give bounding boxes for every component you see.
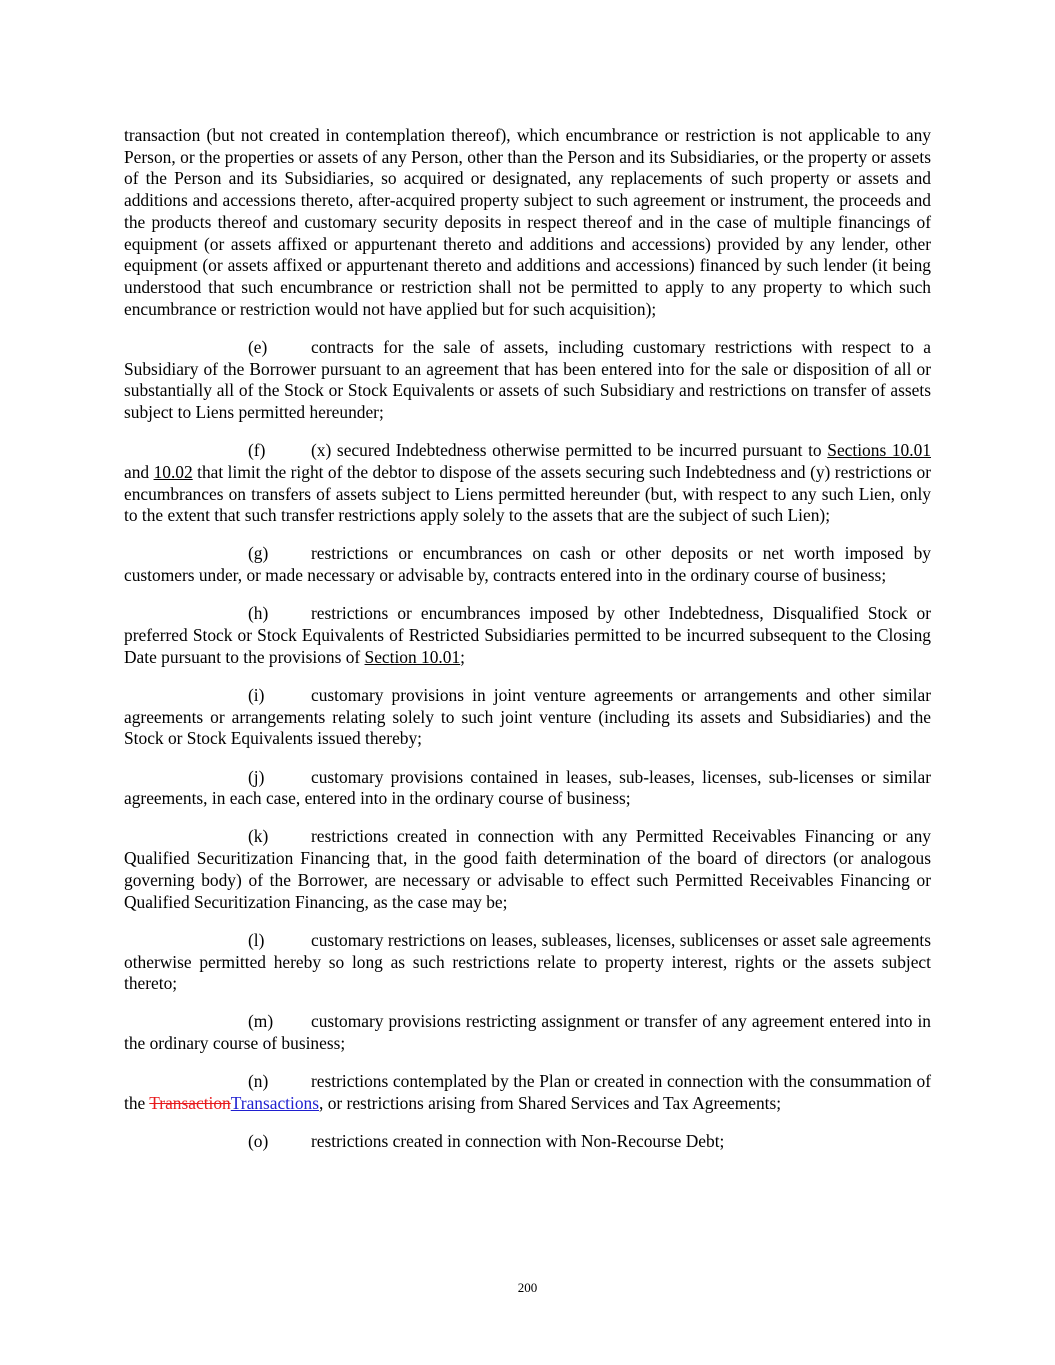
clause-l xyxy=(124,930,931,995)
clause-text: ; xyxy=(460,646,466,667)
clause-label: (k) xyxy=(248,826,269,847)
clause-text: restrictions or encumbrances on cash or other deposits or net worth imposed by customers under, or made necessary or advisable by, contracts entered into in the ordinary course of business; xyxy=(124,543,931,586)
clause-text: customary provisions contained in leases, sub-leases, licenses, sub-licenses or similar agreements, in each case, entered into in the ordinary course of business; xyxy=(124,766,931,809)
clause-m xyxy=(124,1011,931,1054)
clause-text: , or restrictions arising from Shared Services and Tax Agreements; xyxy=(319,1093,782,1114)
clause-k xyxy=(124,826,931,913)
section-reference-link[interactable]: Section 10.01 xyxy=(364,646,461,667)
clause-label: (o) xyxy=(248,1131,269,1152)
clause-text: restrictions contemplated by the Plan or created in connection with the consummation of the xyxy=(124,1071,931,1114)
clause-label: (j) xyxy=(248,766,265,787)
clause-text: (x) secured Indebtedness otherwise permitted to be incurred pursuant to xyxy=(311,440,828,461)
clause-h xyxy=(124,603,931,668)
clause-label: (n) xyxy=(248,1071,269,1092)
clause-label: (h) xyxy=(248,603,269,624)
clause-label: (m) xyxy=(248,1011,274,1032)
clause-g xyxy=(124,543,931,586)
clause-text: contracts for the sale of assets, including customary restrictions with respect to a Subsidiary of the Borrower pursuant to an agreement that has been entered into for the sale or disposition of all or substantially all of the Stock or Stock Equivalents or assets of such Subsidiary and restrictions on transfer of assets subject to Liens permitted hereunder; xyxy=(124,336,931,422)
clause-label: (i) xyxy=(248,684,265,705)
document-body xyxy=(124,125,931,1169)
clause-text: restrictions created in connection with Non-Recourse Debt; xyxy=(311,1131,725,1152)
clause-text: customary provisions in joint venture agreements or arrangements and other similar agreements or arrangements relating solely to such joint venture (including its assets and Subsidiaries) and the Stock or Stock Equivalents issued thereby; xyxy=(124,684,931,749)
clause-text: and xyxy=(124,461,154,482)
clause-n xyxy=(124,1071,931,1114)
clause-text: that limit the right of the debtor to dispose of the assets securing such Indebtedness and (y) restrictions or encumbrances on transfers of assets subject to Liens permitted hereunder (but, with respect to any such Lien, only to the extent that such transfer restrictions apply solely to the assets that are the subject of such Lien); xyxy=(124,461,931,526)
clause-text: restrictions created in connection with any Permitted Receivables Financing or any Qualified Securitization Financing that, in the good faith determination of the board of directors (or analogous governing body) of the Borrower, are necessary or advisable to effect such Permitted Receivables Financing or Qualified Securitization Financing, as the case may be; xyxy=(124,826,931,912)
clause-text: customary restrictions on leases, subleases, licenses, sublicenses or asset sale agreements otherwise permitted hereby so long as such restrictions relate to property interest, rights or the assets subject thereto; xyxy=(124,929,931,994)
paragraph-d-continuation: transaction (but not created in contemplation thereof), which encumbrance or restriction is not applicable to any Person, or the properties or assets of any Person, other than the Person and its Subsidiaries, or the property or assets of the Person and its Subsidiaries, so acquired or designated, any replacements of such property or assets and additions and accessions thereto, after-acquired property subject to such agreement or instrument, the proceeds and the products thereof and customary security deposits in respect thereof and in the case of multiple financings of equipment (or assets affixed or appurtenant thereto and additions and accessions) provided by any lender, other equipment (or assets affixed or appurtenant thereto and additions and accessions) financed by such lender (it being understood that such encumbrance or restriction shall not be permitted to apply to any property to which such encumbrance or restriction would not have applied but for such acquisition); xyxy=(124,125,931,319)
clause-label: (g) xyxy=(248,543,269,564)
redline-insertion: Transactions xyxy=(230,1093,320,1114)
redline-deletion: Transaction xyxy=(149,1093,231,1114)
clause-text: restrictions or encumbrances imposed by other Indebtedness, Disqualified Stock or preferred Stock or Stock Equivalents of Restricted Subsidiaries permitted to be incurred subsequent to the Closing Date pursuant to the provisions of xyxy=(124,603,931,667)
section-reference-link[interactable]: 10.02 xyxy=(153,461,193,482)
clause-text: customary provisions restricting assignment or transfer of any agreement entered into in the ordinary course of business; xyxy=(124,1011,931,1054)
clause-o xyxy=(124,1131,931,1153)
clause-e xyxy=(124,337,931,424)
page-number: 200 xyxy=(517,1280,538,1295)
section-reference-link[interactable]: Sections 10.01 xyxy=(827,440,931,461)
clause-label: (e) xyxy=(248,336,268,357)
clause-label: (f) xyxy=(248,440,266,461)
clause-i xyxy=(124,685,931,750)
clause-label: (l) xyxy=(248,929,265,950)
clause-f xyxy=(124,440,931,527)
clause-j xyxy=(124,767,931,810)
